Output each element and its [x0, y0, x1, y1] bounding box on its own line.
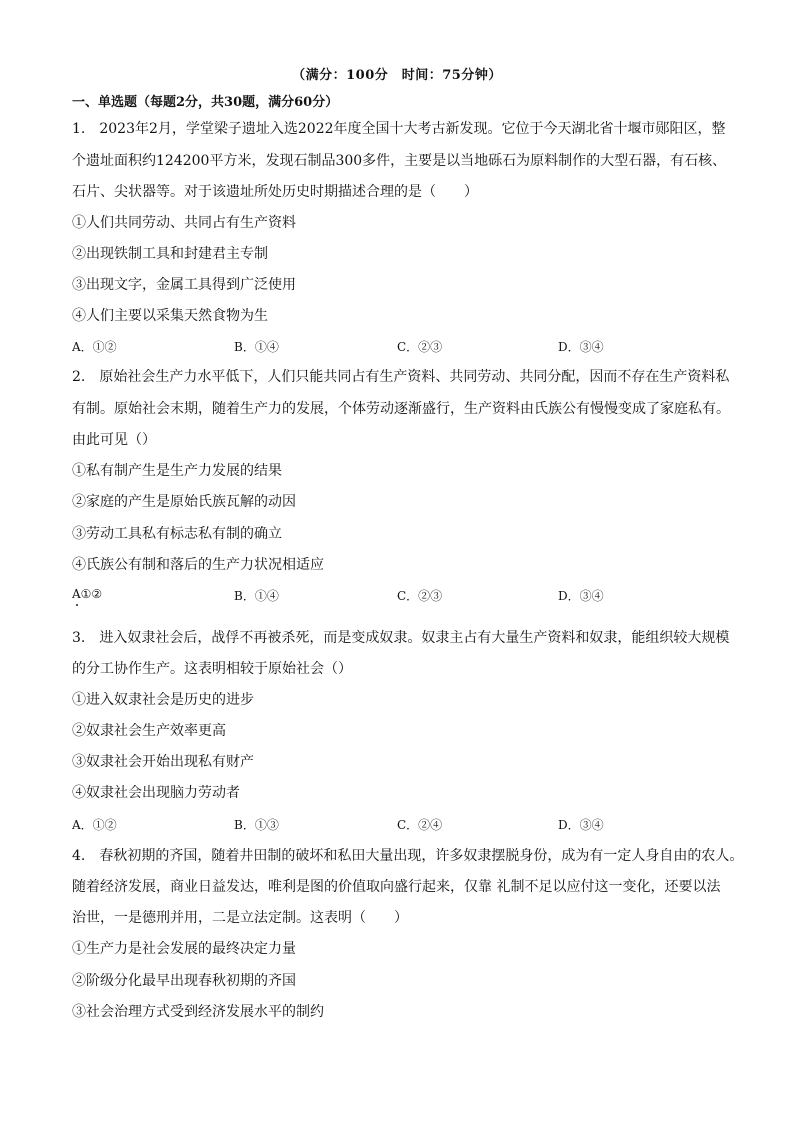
- q4-stem-line-3: 治世，一是德刑并用，二是立法定制。这表明（ ）: [72, 910, 408, 926]
- q3-option-a: A．①②: [72, 818, 117, 832]
- q2-stem-line-1: 2. 原始社会生产力水平低下，人们只能共同占有生产资料、共同劳动、共同分配，因而不存在生产资料私: [72, 369, 730, 385]
- section-title: 一、单选题（每题2分，共30题，满分60分）: [72, 95, 339, 110]
- q2-item-2: ②家庭的产生是原始氏族瓦解的动因: [72, 494, 296, 510]
- q3-option-d: D．③④: [558, 818, 604, 832]
- q1-option-b: B．①④: [234, 340, 279, 354]
- q1-stem-line-1: 1. 2023年2月，学堂梁子遗址入选2022年度全国十大考古新发现。它位于今天湖北省十堰市郧阳区，整: [72, 121, 726, 137]
- q1-option-d: D．③④: [558, 340, 604, 354]
- q3-item-4: ④奴隶社会出现脑力劳动者: [72, 785, 240, 801]
- q1-option-a: A．①②: [72, 340, 117, 354]
- q2-option-b: B．①④: [234, 589, 279, 603]
- q2-item-3: ③劳动工具私有标志私有制的确立: [72, 526, 282, 542]
- exam-header: （满分：100分 时间：75分钟）: [292, 68, 502, 83]
- q1-item-3: ③出现文字，金属工具得到广泛使用: [72, 277, 296, 293]
- q1-item-2: ②出现铁制工具和封建君主专制: [72, 246, 268, 262]
- q2-stem-line-3: 由此可见（）: [72, 432, 156, 448]
- q2-item-4: ④氏族公有制和落后的生产力状况相适应: [72, 557, 324, 573]
- q1-stem-line-3: 石片、尖状器等。对于该遗址所处历史时期描述合理的是（ ）: [72, 184, 478, 200]
- q1-item-1: ①人们共同劳动、共同占有生产资料: [72, 215, 296, 231]
- q3-item-1: ①进入奴隶社会是历史的进步: [72, 692, 254, 708]
- q4-stem-line-1: 4. 春秋初期的齐国，随着井田制的破坏和私田大量出现，许多奴隶摆脱身份，成为有一定人身自由的农人。: [72, 848, 744, 864]
- q3-option-c: C．②④: [397, 818, 443, 832]
- q2-stem-line-2: 有制。原始社会末期，随着生产力的发展，个体劳动逐渐盛行，生产资料由氏族公有慢慢变成了家庭私有。: [72, 401, 730, 417]
- q4-item-1: ①生产力是社会发展的最终决定力量: [72, 941, 296, 957]
- q3-item-3: ③奴隶社会开始出现私有财产: [72, 754, 254, 770]
- q3-stem-line-1: 3. 进入奴隶社会后，战俘不再被杀死，而是变成奴隶。奴隶主占有大量生产资料和奴隶，能组织较大规模: [72, 630, 730, 646]
- q2-option-a: A①②: [72, 587, 103, 601]
- q3-option-b: B．①③: [234, 818, 279, 832]
- q4-item-3: ③社会治理方式受到经济发展水平的制约: [72, 1004, 324, 1020]
- q3-item-2: ②奴隶社会生产效率更高: [72, 723, 226, 739]
- q1-stem-line-2: 个遗址面积约124200平方米，发现石制品300多件，主要是以当地砾石为原料制作的大型石器，有石核、: [72, 153, 727, 169]
- q2-option-c: C．②③: [397, 589, 443, 603]
- q1-item-4: ④人们主要以采集天然食物为生: [72, 308, 268, 324]
- q4-stem-line-2: 随着经济发展，商业日益发达，唯利是图的价值取向盛行起来，仅靠 礼制不足以应付这一变化，还要以法: [72, 879, 721, 895]
- q4-item-2: ②阶级分化最早出现春秋初期的齐国: [72, 973, 296, 989]
- scan-speck: [76, 604, 78, 606]
- q2-option-d: D．③④: [558, 589, 604, 603]
- q1-option-c: C．②③: [397, 340, 443, 354]
- q2-item-1: ①私有制产生是生产力发展的结果: [72, 463, 282, 479]
- q3-stem-line-2: 的分工协作生产。这表明相较于原始社会（）: [72, 661, 352, 677]
